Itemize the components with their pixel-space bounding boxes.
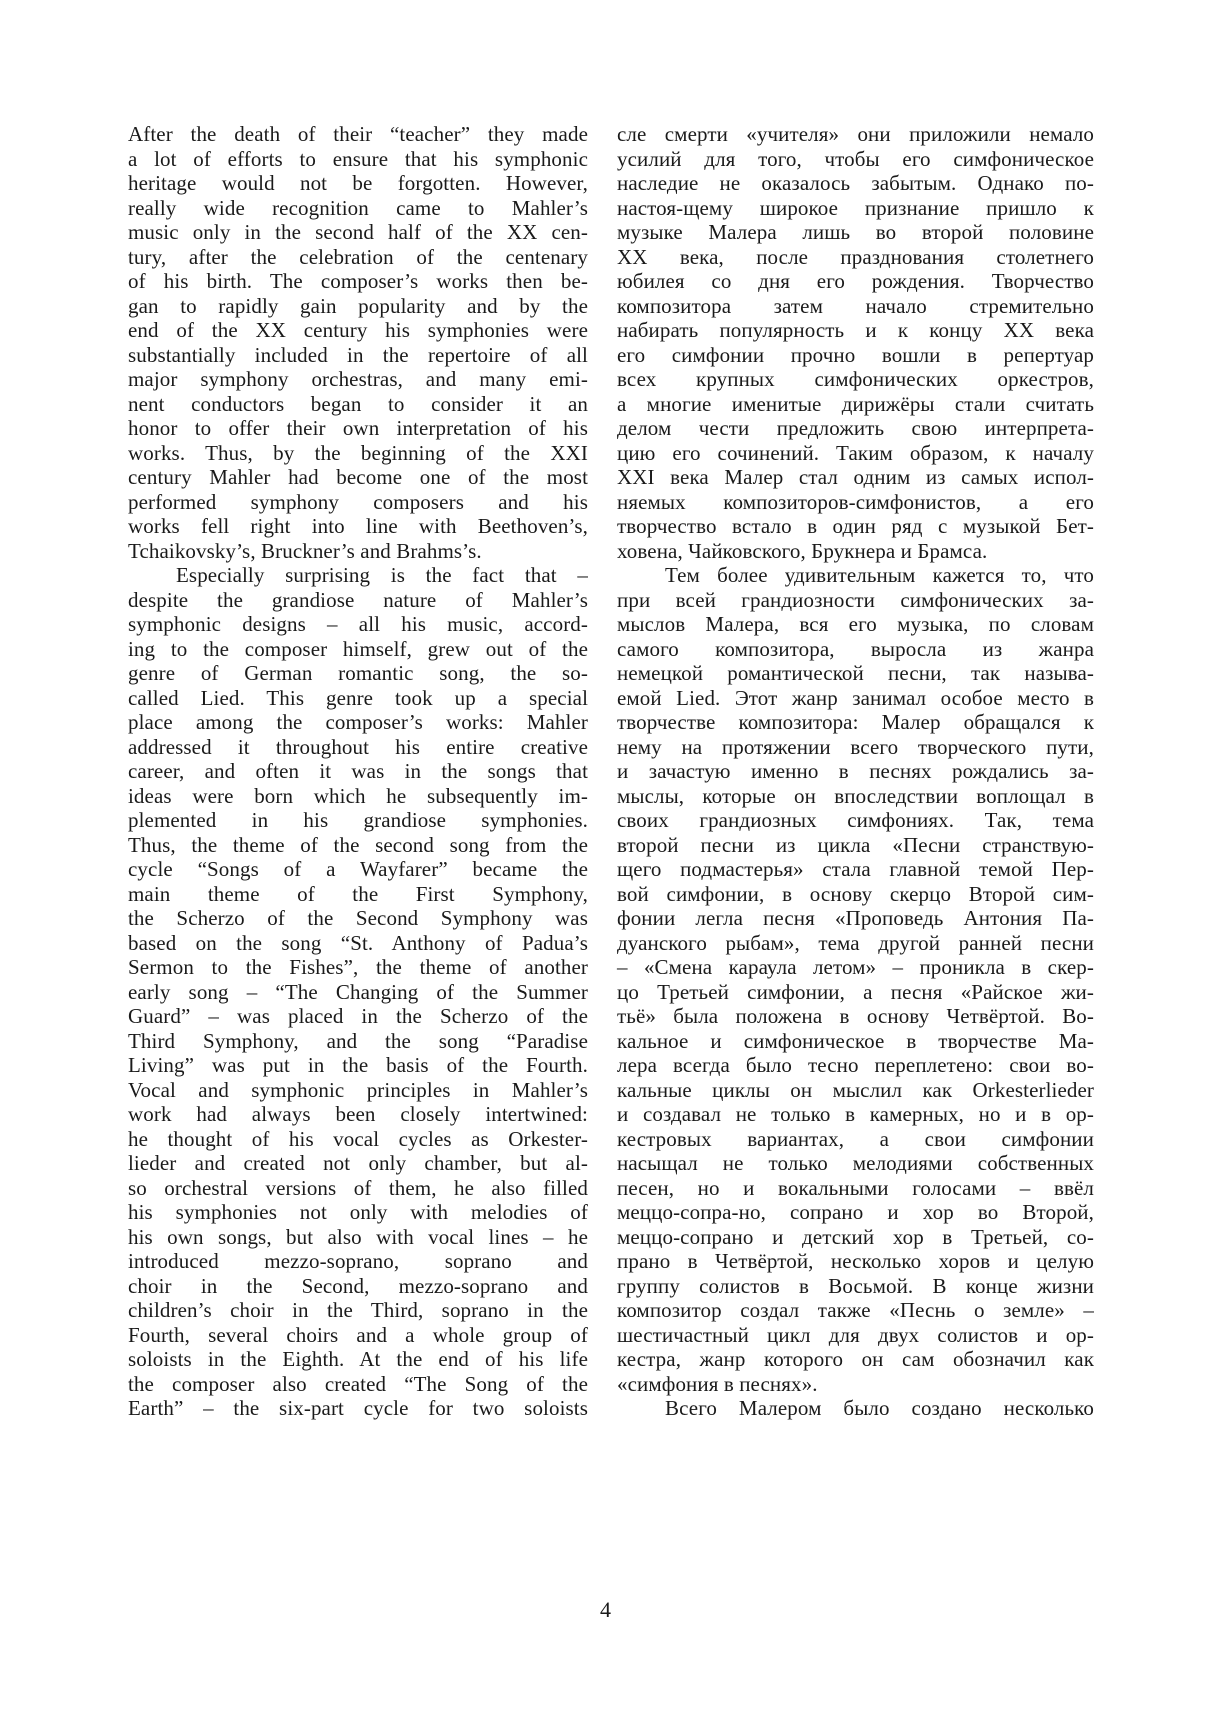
text-line: Especially surprising is the fact that – — [176, 563, 588, 587]
text-line: делом чести предложить свою интерпрета- — [617, 416, 1094, 440]
text-line: его симфонии прочно вошли в репертуар — [617, 342, 1094, 367]
text-line: nent conductors began to consider it an — [128, 391, 588, 416]
text-line: called Lied. This genre took up a special — [128, 685, 588, 710]
text-line: мыслов Малера, вся его музыка, по словам — [617, 612, 1094, 636]
text-line: career, and often it was in the songs that — [128, 759, 588, 783]
text-line: gan to rapidly gain popularity and by the — [128, 293, 588, 318]
text-line: нему на протяжении всего творческого пути, — [617, 734, 1094, 759]
text-line: тьё» была положена в основу Четвёртой. Во- — [617, 1004, 1094, 1028]
text-line: сле смерти «учителя» они приложили немало — [617, 122, 1094, 146]
text-line: ing to the composer himself, grew out of the — [128, 636, 588, 661]
text-line: кестровых вариантах, а свои симфонии — [617, 1126, 1094, 1151]
text-line: усилий для того, чтобы его симфоническое — [617, 146, 1094, 171]
text-line: Тем более удивительным кажется то, что — [665, 563, 1094, 587]
text-line: early song – “The Changing of the Summer — [128, 979, 588, 1004]
text-line: Всего Малером было создано несколько — [665, 1396, 1094, 1420]
text-line: Tchaikovsky’s, Bruckner’s and Brahms’s. — [128, 538, 482, 563]
text-line: Third Symphony, and the song “Paradise — [128, 1028, 588, 1053]
text-line: музыке Малера лишь во второй половине — [617, 220, 1094, 244]
text-line: genre of German romantic song, the so- — [128, 661, 588, 685]
text-line: кальные циклы он мыслил как Orkesterlieder — [617, 1077, 1094, 1102]
text-line: песен, но и вокальными голосами – ввёл — [617, 1175, 1094, 1200]
text-line: юбилея со дня его рождения. Творчество — [617, 269, 1094, 293]
text-line: настоя-щему широкое признание пришло к — [617, 195, 1094, 220]
text-line: end of the XX century his symphonies were — [128, 318, 588, 342]
text-line: based on the song “St. Anthony of Padua’s — [128, 930, 588, 955]
text-line: soloists in the Eighth. At the end of his life — [128, 1347, 588, 1371]
text-line: of his birth. The composer’s works then be- — [128, 269, 588, 293]
text-line: Thus, the theme of the second song from the — [128, 832, 588, 857]
text-line: After the death of their “teacher” they made — [128, 122, 588, 146]
text-line: so orchestral versions of them, he also filled — [128, 1175, 588, 1200]
text-line: century Mahler had become one of the most — [128, 465, 588, 489]
english-text-column — [128, 122, 588, 1421]
text-line: Fourth, several choirs and a whole group of — [128, 1322, 588, 1347]
text-line: насыщал не только мелодиями собственных — [617, 1151, 1094, 1175]
text-line: children’s choir in the Third, soprano in the — [128, 1298, 588, 1322]
text-line: цо Третьей симфонии, а песня «Райское жи- — [617, 979, 1094, 1004]
text-line: addressed it throughout his entire creative — [128, 734, 588, 759]
text-line: tury, after the celebration of the centenary — [128, 244, 588, 269]
text-line: щего подмастерья» стала главной темой Пер- — [617, 857, 1094, 881]
text-line: introduced mezzo-soprano, soprano and — [128, 1249, 588, 1273]
text-line: cycle “Songs of a Wayfarer” became the — [128, 857, 588, 881]
text-line: symphonic designs – all his music, accord- — [128, 612, 588, 636]
text-line: кальное и симфоническое в творчестве Ма- — [617, 1028, 1094, 1053]
text-line: ideas were born which he subsequently im- — [128, 783, 588, 808]
text-line: дуанского рыбам», тема другой ранней песни — [617, 930, 1094, 955]
text-line: шестичастный цикл для двух солистов и ор- — [617, 1322, 1094, 1347]
text-line: heritage would not be forgotten. However, — [128, 171, 588, 195]
text-line: Earth” – the six-part cycle for two soloists — [128, 1396, 588, 1420]
text-line: немецкой романтической песни, так называ- — [617, 661, 1094, 685]
text-line: Sermon to the Fishes”, the theme of another — [128, 955, 588, 979]
text-line: works fell right into line with Beethoven’s, — [128, 514, 588, 538]
text-line: Living” was put in the basis of the Fourth. — [128, 1053, 588, 1077]
text-line: his symphonies not only with melodies of — [128, 1200, 588, 1224]
text-line: вой симфонии, в основу скерцо Второй сим- — [617, 881, 1094, 906]
text-line: main theme of the First Symphony, — [128, 881, 588, 906]
text-line: меццо-сопра-но, сопрано и хор во Второй, — [617, 1200, 1094, 1224]
text-line: «симфония в песнях». — [617, 1371, 818, 1396]
text-line: ховена, Чайковского, Брукнера и Брамса. — [617, 538, 988, 563]
page-number: 4 — [600, 1597, 611, 1622]
text-line: и создавал не только в камерных, но и в ор- — [617, 1102, 1094, 1126]
text-line: набирать популярность и к концу XX века — [617, 318, 1094, 342]
text-line: меццо-сопрано и детский хор в Третьей, со- — [617, 1224, 1094, 1249]
text-line: substantially included in the repertoire of all — [128, 342, 588, 367]
text-line: наследие не оказалось забытым. Однако по- — [617, 171, 1094, 195]
text-line: группу солистов в Восьмой. В конце жизни — [617, 1273, 1094, 1298]
text-line: а многие именитые дирижёры стали считать — [617, 391, 1094, 416]
text-line: мыслы, которые он впоследствии воплощал в — [617, 783, 1094, 808]
text-line: своих грандиозных симфониях. Так, тема — [617, 808, 1094, 832]
text-line: music only in the second half of the XX cen- — [128, 220, 588, 244]
text-line: творчестве композитора: Малер обращался к — [617, 710, 1094, 734]
text-line: plemented in his grandiose symphonies. — [128, 808, 588, 832]
text-line: despite the grandiose nature of Mahler’s — [128, 587, 588, 612]
text-line: няемых композиторов-симфонистов, а его — [617, 489, 1094, 514]
text-line: – «Смена караула летом» – проникла в скер- — [617, 955, 1094, 979]
text-line: второй песни из цикла «Песни странствую- — [617, 832, 1094, 857]
text-line: творчество встало в один ряд с музыкой Бет- — [617, 514, 1094, 538]
text-line: композитора затем начало стремительно — [617, 293, 1094, 318]
text-line: a lot of efforts to ensure that his symphonic — [128, 146, 588, 171]
text-line: the Scherzo of the Second Symphony was — [128, 906, 588, 930]
text-line: при всей грандиозности симфонических за- — [617, 587, 1094, 612]
text-line: фонии легла песня «Проповедь Антония Па- — [617, 906, 1094, 930]
text-line: всех крупных симфонических оркестров, — [617, 367, 1094, 391]
text-line: прано в Четвёртой, несколько хоров и целую — [617, 1249, 1094, 1273]
text-line: honor to offer their own interpretation of his — [128, 416, 588, 440]
text-line: Guard” – was placed in the Scherzo of the — [128, 1004, 588, 1028]
text-line: choir in the Second, mezzo-soprano and — [128, 1273, 588, 1298]
text-line: емой Lied. Этот жанр занимал особое место в — [617, 685, 1094, 710]
text-line: и зачастую именно в песнях рождались за- — [617, 759, 1094, 783]
text-line: самого композитора, выросла из жанра — [617, 636, 1094, 661]
text-line: lieder and created not only chamber, but al- — [128, 1151, 588, 1175]
text-line: Vocal and symphonic principles in Mahler’s — [128, 1077, 588, 1102]
text-line: his own songs, but also with vocal lines – he — [128, 1224, 588, 1249]
russian-text-column — [617, 122, 1094, 1421]
text-line: XXI века Малер стал одним из самых испол- — [617, 465, 1094, 489]
text-line: композитор создал также «Песнь о земле» – — [617, 1298, 1094, 1322]
text-line: performed symphony composers and his — [128, 489, 588, 514]
text-line: place among the composer’s works: Mahler — [128, 710, 588, 734]
text-line: really wide recognition came to Mahler’s — [128, 195, 588, 220]
text-line: work had always been closely intertwined: — [128, 1102, 588, 1126]
text-line: XX века, после празднования столетнего — [617, 244, 1094, 269]
text-line: major symphony orchestras, and many emi- — [128, 367, 588, 391]
text-line: цию его сочинений. Таким образом, к началу — [617, 440, 1094, 465]
text-line: the composer also created “The Song of the — [128, 1371, 588, 1396]
text-line: кестра, жанр которого он сам обозначил как — [617, 1347, 1094, 1371]
text-line: works. Thus, by the beginning of the XXI — [128, 440, 588, 465]
text-line: he thought of his vocal cycles as Orkester- — [128, 1126, 588, 1151]
text-line: лера всегда было тесно переплетено: свои во- — [617, 1053, 1094, 1077]
